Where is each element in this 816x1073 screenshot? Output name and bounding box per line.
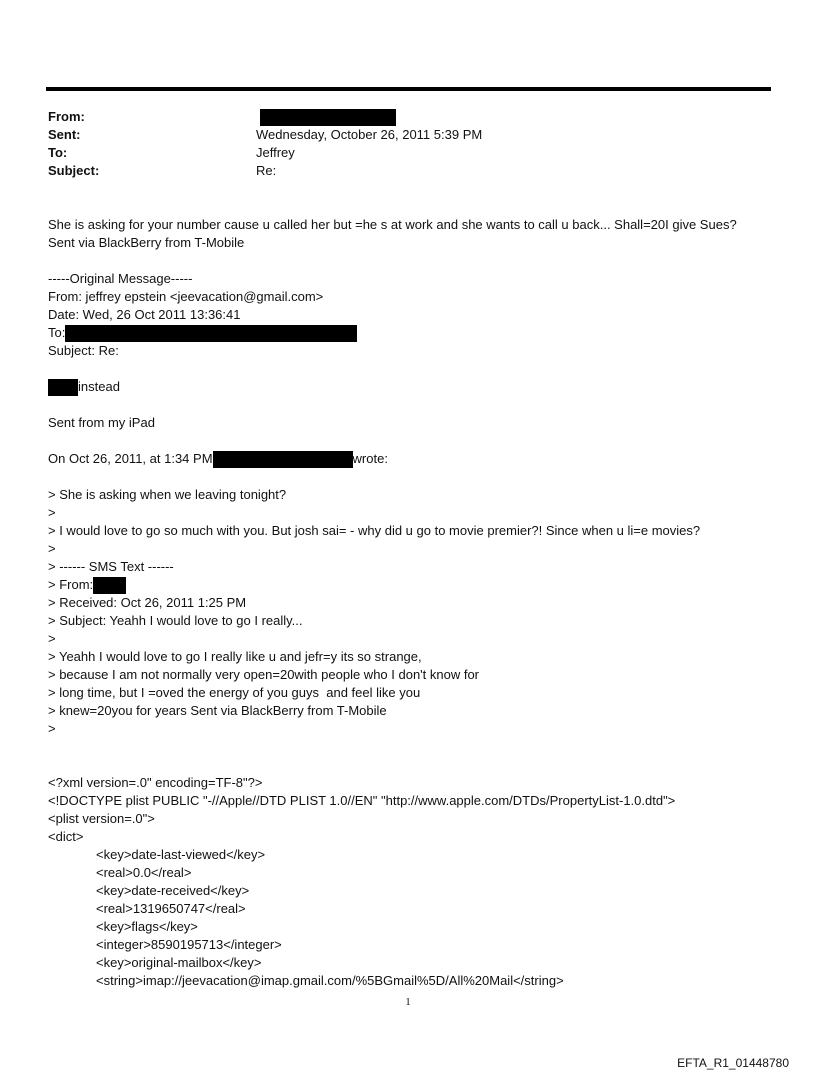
subject-label: Subject: — [48, 163, 100, 178]
xml-line: <key>date-received</key> — [96, 883, 250, 898]
xml-line: <key>original-mailbox</key> — [96, 955, 262, 970]
to-value: Jeffrey — [256, 145, 295, 160]
xml-line: <integer>8590195713</integer> — [96, 937, 282, 952]
original-from: From: jeffrey epstein <jeevacation@gmail.com> — [48, 289, 324, 304]
redaction-box — [93, 577, 126, 594]
from-row — [48, 108, 748, 126]
quoted-from-row — [48, 576, 778, 594]
xml-line: <key>flags</key> — [96, 919, 198, 934]
body-line: Sent via BlackBerry from T-Mobile — [48, 235, 245, 250]
sent-row — [48, 126, 748, 144]
subject-value: Re: — [256, 163, 277, 178]
email-body — [48, 216, 778, 990]
xml-line: <?xml version=.0" encoding=TF-8"?> — [48, 775, 263, 790]
redaction-box — [65, 325, 357, 342]
email-header — [48, 108, 748, 180]
xml-line: <dict> — [48, 829, 84, 844]
body-line: She is asking for your number cause u called her but =he s at work and she wants to call u back... Shall=20I give Sues? — [48, 217, 737, 232]
quote-attribution — [48, 450, 778, 468]
from-label: From: — [48, 109, 85, 124]
subject-row — [48, 162, 748, 180]
page-number: 1 — [405, 996, 411, 1008]
quoted-line: > Received: Oct 26, 2011 1:25 PM — [48, 595, 247, 610]
quote-date: On Oct 26, 2011, at 1:34 PM — [48, 451, 213, 466]
quoted-line: > — [48, 541, 56, 556]
quoted-line: > Subject: Yeahh I would love to go I really... — [48, 613, 303, 628]
sent-value: Wednesday, October 26, 2011 5:39 PM — [256, 127, 483, 142]
xml-line: <string>imap://jeevacation@imap.gmail.com/%5BGmail%5D/All%20Mail</string> — [96, 973, 564, 988]
to-label: To: — [48, 145, 68, 160]
original-subject: Subject: Re: — [48, 343, 119, 358]
instead-row — [48, 378, 778, 396]
sent-label: Sent: — [48, 127, 81, 142]
quote-wrote: wrote: — [352, 451, 388, 466]
redaction-box — [260, 109, 396, 126]
instead-text: instead — [78, 379, 120, 394]
quoted-line: > long time, but I =oved the energy of you guys and feel like you — [48, 685, 421, 700]
quoted-line: > Yeahh I would love to go I really like u and jefr=y its so strange, — [48, 649, 422, 664]
xml-line: <key>date-last-viewed</key> — [96, 847, 266, 862]
quoted-from: > From: — [48, 577, 94, 592]
bates-stamp: EFTA_R1_01448780 — [677, 1056, 789, 1070]
quoted-line: > — [48, 631, 56, 646]
from-value — [256, 108, 748, 126]
redaction-box — [48, 379, 78, 396]
quoted-line: > — [48, 505, 56, 520]
quoted-line: > ------ SMS Text ------ — [48, 559, 174, 574]
xml-line: <real>1319650747</real> — [96, 901, 246, 916]
redaction-box — [213, 451, 353, 468]
to-row — [48, 144, 748, 162]
xml-line: <real>0.0</real> — [96, 865, 192, 880]
header-rule — [46, 87, 771, 91]
quoted-line: > knew=20you for years Sent via BlackBerry from T-Mobile — [48, 703, 387, 718]
quoted-line: > She is asking when we leaving tonight? — [48, 487, 287, 502]
original-to: To: — [48, 325, 66, 340]
original-date: Date: Wed, 26 Oct 2011 13:36:41 — [48, 307, 241, 322]
quoted-line: > — [48, 721, 56, 736]
original-message-separator: -----Original Message----- — [48, 271, 193, 286]
ipad-signature: Sent from my iPad — [48, 415, 155, 430]
quoted-line: > I would love to go so much with you. But josh sai= - why did u go to movie premier?! Since when u li=e movies? — [48, 523, 701, 538]
xml-line: <!DOCTYPE plist PUBLIC "-//Apple//DTD PLIST 1.0//EN" "http://www.apple.com/DTDs/PropertyList-1.0.dtd"> — [48, 793, 676, 808]
xml-line: <plist version=.0"> — [48, 811, 155, 826]
original-to-row — [48, 324, 778, 342]
quoted-line: > because I am not normally very open=20with people who I don't know for — [48, 667, 480, 682]
